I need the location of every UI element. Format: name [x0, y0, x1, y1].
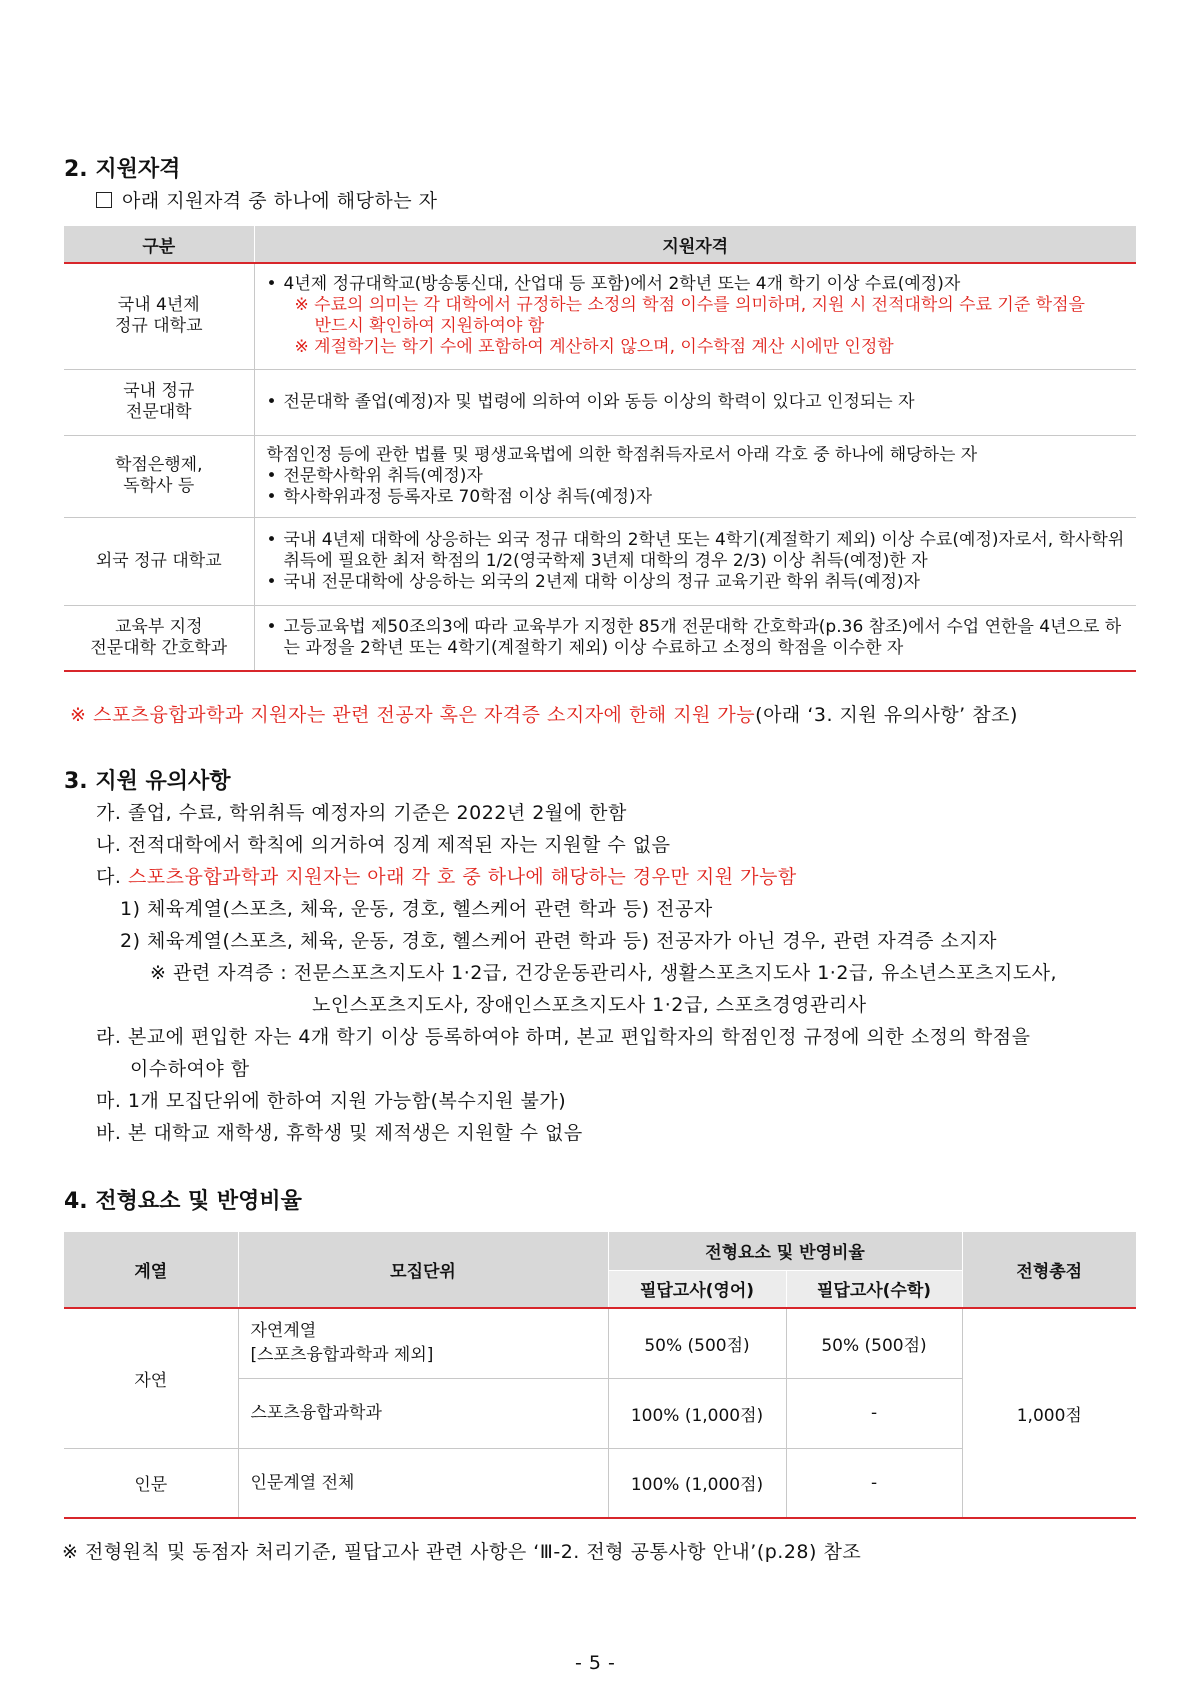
- unit-cell: 자연계열 [스포츠융합과학과 제외]: [238, 1308, 608, 1378]
- notice-subitem: 2) 체육계열(스포츠, 체육, 운동, 경호, 헬스케어 관련 학과 등) 전공자가 아닌 경우, 관련 자격증 소지자: [120, 930, 998, 952]
- header-math: 필답고사(수학): [786, 1270, 962, 1308]
- total-cell: 1,000점: [962, 1308, 1136, 1518]
- notice-item: 가. 졸업, 수료, 학위취득 예정자의 기준은 2022년 2월에 한함: [96, 802, 627, 824]
- section2-intro-text: 아래 지원자격 중 하나에 해당하는 자: [122, 190, 438, 212]
- bullet-text: • 전문학사학위 취득(예정)자: [267, 466, 1136, 487]
- english-cell: 100% (1,000점): [608, 1378, 786, 1448]
- table-row: [64, 263, 1136, 369]
- row-category: 학점은행제, 독학사 등: [64, 435, 254, 517]
- row-category: 교육부 지정 전문대학 간호학과: [64, 605, 254, 671]
- row-content: [254, 605, 1136, 671]
- notice-subitem: 1) 체육계열(스포츠, 체육, 운동, 경호, 헬스케어 관련 학과 등) 전공자: [120, 898, 713, 920]
- table-row: [64, 517, 1136, 605]
- field-cell: 자연: [64, 1308, 238, 1448]
- bullet-text: • 고등교육법 제50조의3에 따라 교육부가 지정한 85개 전문대학 간호학과(p.36 참조)에서 수업 연한을 4년으로 하는 과정을 2학년 또는 4학기(계절학기 제외) 이상 수료하고 소정의 학점을 이수한 자: [267, 617, 1136, 659]
- bullet-text: • 학사학위과정 등록자로 70학점 이상 취득(예정)자: [267, 487, 1136, 508]
- table-header: [64, 1232, 1136, 1270]
- unit-cell: 스포츠융합과학과: [238, 1378, 608, 1448]
- header-qualification: 지원자격: [254, 226, 1136, 263]
- bullet-text: • 전문대학 졸업(예정)자 및 법령에 의하여 이와 동등 이상의 학력이 있다고 인정되는 자: [267, 392, 1136, 413]
- notice-item: 라. 본교에 편입한 자는 4개 학기 이상 등록하여야 하며, 본교 편입학자의 학점인정 규정에 의한 소정의 학점을: [96, 1026, 1031, 1048]
- row-content: [254, 263, 1136, 369]
- section2-footnote: [70, 700, 1018, 727]
- certificate-list-continued: 노인스포츠지도사, 장애인스포츠지도사 1·2급, 스포츠경영관리사: [312, 994, 867, 1016]
- section4-footnote: ※ 전형원칙 및 동점자 처리기준, 필답고사 관련 사항은 ‘Ⅲ-2. 전형 공통사항 안내’(p.28) 참조: [62, 1541, 862, 1563]
- notice-item: 마. 1개 모집단위에 한하여 지원 가능함(복수지원 불가): [96, 1090, 567, 1112]
- section2-intro: [96, 186, 438, 213]
- lead-text: 학점인정 등에 관한 법률 및 평생교육법에 의한 학점취득자로서 아래 각호 중 하나에 해당하는 자: [266, 444, 978, 465]
- table-header: [64, 226, 1136, 263]
- footnote-black: (아래 ‘3. 지원 유의사항’ 참조): [755, 704, 1018, 726]
- field-cell: 인문: [64, 1448, 238, 1518]
- math-cell: 50% (500점): [786, 1308, 962, 1378]
- row-category: 외국 정규 대학교: [64, 517, 254, 605]
- certificate-list: ※ 관련 자격증 : 전문스포츠지도사 1·2급, 건강운동관리사, 생활스포츠지도사 1·2급, 유소년스포츠지도사,: [150, 962, 1058, 984]
- notice-item: 다. 스포츠융합과학과 지원자는 아래 각 호 중 하나에 해당하는 경우만 지원 가능함: [96, 866, 797, 888]
- table-row: [64, 605, 1136, 671]
- notice-item-continued: 이수하여야 함: [130, 1058, 250, 1080]
- notice-item: 바. 본 대학교 재학생, 휴학생 및 제적생은 지원할 수 없음: [96, 1122, 583, 1144]
- header-total: 전형총점: [962, 1232, 1136, 1308]
- header-field: 계열: [64, 1232, 238, 1308]
- math-cell: -: [786, 1378, 962, 1448]
- section4-title: 4. 전형요소 및 반영비율: [64, 1189, 302, 1214]
- table-row: [64, 369, 1136, 435]
- page-number: - 5 -: [575, 1652, 616, 1674]
- row-category: 국내 정규 전문대학: [64, 369, 254, 435]
- section2-title: 2. 지원자격: [64, 157, 181, 182]
- header-group: 전형요소 및 반영비율: [608, 1232, 962, 1270]
- row-content: [254, 517, 1136, 605]
- bullet-text: • 4년제 정규대학교(방송통신대, 산업대 등 포함)에서 2학년 또는 4개 학기 이상 수료(예정)자: [267, 274, 1136, 295]
- row-content: [254, 435, 1136, 517]
- bullet-text: • 국내 4년제 대학에 상응하는 외국 정규 대학의 2학년 또는 4학기(계절학기 제외) 이상 수료(예정)자로서, 학사학위 취득에 필요한 최저 학점의 1/2(영국학제 3년제 대학의 경우 2/3) 이상 취득(예정)한 자: [267, 530, 1136, 572]
- header-english: 필답고사(영어): [608, 1270, 786, 1308]
- note-text: ※ 계절학기는 학기 수에 포함하여 계산하지 않으며, 이수학점 계산 시에만 인정함: [294, 337, 894, 358]
- bullet-text: • 국내 전문대학에 상응하는 외국의 2년제 대학 이상의 정규 교육기관 학위 취득(예정)자: [267, 572, 1136, 593]
- checkbox-icon: [96, 192, 112, 208]
- header-unit: 모집단위: [238, 1232, 608, 1308]
- section3-title: 3. 지원 유의사항: [64, 769, 231, 794]
- selection-ratio-table: [64, 1232, 1136, 1519]
- footnote-red: ※ 스포츠융합과학과 지원자는 관련 전공자 혹은 자격증 소지자에 한해 지원 가능: [70, 704, 756, 726]
- math-cell: -: [786, 1448, 962, 1518]
- table-row: [64, 435, 1136, 517]
- english-cell: 50% (500점): [608, 1308, 786, 1378]
- row-category: 국내 4년제 정규 대학교: [64, 263, 254, 369]
- table-row: [64, 1308, 1136, 1378]
- note-text: ※ 수료의 의미는 각 대학에서 규정하는 소정의 학점 이수를 의미하며, 지원 시 전적대학의 수료 기준 학점을 반드시 확인하여 지원하여야 함: [294, 295, 1085, 337]
- unit-cell: 인문계열 전체: [238, 1448, 608, 1518]
- header-category: 구분: [64, 226, 254, 263]
- notice-item: 나. 전적대학에서 학칙에 의거하여 징계 제적된 자는 지원할 수 없음: [96, 834, 671, 856]
- english-cell: 100% (1,000점): [608, 1448, 786, 1518]
- row-content: [254, 369, 1136, 435]
- notice-red-text: 스포츠융합과학과 지원자는 아래 각 호 중 하나에 해당하는 경우만 지원 가능함: [127, 866, 797, 888]
- qualification-table: [64, 226, 1136, 672]
